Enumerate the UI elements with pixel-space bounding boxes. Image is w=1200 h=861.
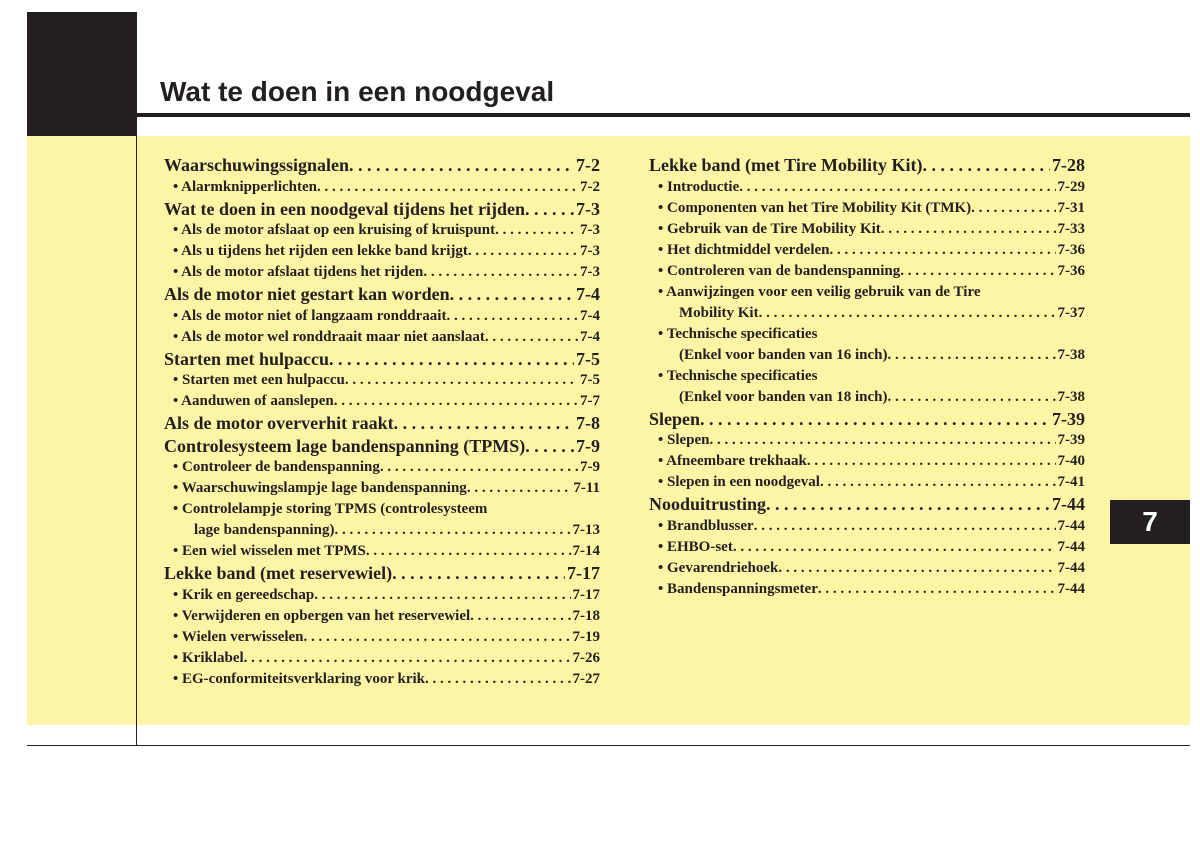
toc-column-right	[649, 154, 1085, 600]
toc-dot-leader	[366, 541, 571, 562]
toc-entry-label: • Als u tijdens het rijden een lekke band krijgt	[173, 243, 468, 259]
toc-subentry[interactable]	[649, 261, 1085, 282]
toc-subentry[interactable]	[649, 177, 1085, 198]
toc-entry-label: • Als de motor afslaat tijdens het rijden	[173, 264, 424, 280]
toc-dot-leader	[446, 306, 578, 327]
toc-entry-label: Lekke band (met Tire Mobility Kit)	[649, 155, 923, 175]
toc-subentry[interactable]	[164, 627, 600, 648]
toc-entry-label: lage bandenspanning)	[194, 522, 335, 538]
toc-entry-label: • Een wiel wisselen met TPMS	[173, 543, 366, 559]
toc-page-number: 7-39	[1057, 432, 1085, 448]
toc-subentry[interactable]	[649, 198, 1085, 219]
toc-dot-leader	[888, 387, 1056, 408]
toc-chapter-entry[interactable]	[164, 154, 600, 177]
toc-page-number: 7-17	[567, 563, 600, 583]
toc-dot-leader	[495, 220, 578, 241]
toc-dot-leader	[971, 198, 1055, 219]
toc-page-number: 7-2	[580, 178, 600, 195]
toc-subentry[interactable]	[649, 240, 1085, 261]
toc-chapter-entry[interactable]	[164, 562, 600, 585]
toc-entry-label: • Als de motor afslaat op een kruising of kruispunt	[173, 222, 496, 238]
toc-dot-leader	[778, 558, 1055, 579]
toc-entry-label: • Waarschuwingslampje lage bandenspanning	[173, 480, 467, 496]
toc-entry-label: Lekke band (met reservewiel)	[164, 563, 393, 583]
toc-subentry[interactable]	[649, 387, 1085, 408]
toc-page-number: 7-44	[1057, 517, 1085, 534]
toc-page-number: 7-3	[576, 198, 600, 219]
toc-dot-leader	[345, 370, 578, 391]
toc-dot-leader	[394, 412, 574, 435]
toc-entry-label: Als de motor oververhit raakt	[164, 413, 394, 433]
toc-dot-leader	[425, 669, 570, 690]
toc-page-number: 7-39	[1052, 408, 1085, 429]
toc-chapter-entry[interactable]	[649, 493, 1085, 516]
toc-page-number: 7-3	[580, 264, 600, 280]
toc-dot-leader	[392, 562, 565, 585]
toc-dot-leader	[380, 457, 578, 478]
toc-entry-label: • Aanwijzingen voor een veilig gebruik van de Tire	[658, 283, 981, 300]
toc-entry-label: • Technische specificaties	[658, 367, 818, 384]
toc-dot-leader	[818, 579, 1056, 600]
toc-dot-leader	[754, 516, 1056, 537]
toc-dot-leader	[485, 327, 578, 348]
toc-entry-label: Wat te doen in een noodgeval tijdens het rijden	[164, 198, 526, 219]
toc-subentry[interactable]	[649, 366, 1085, 387]
toc-dot-leader	[525, 198, 574, 221]
toc-page-number: 7-14	[572, 543, 600, 559]
toc-subentry[interactable]	[649, 430, 1085, 451]
toc-page-number: 7-9	[580, 459, 600, 475]
toc-page-number: 7-33	[1057, 220, 1085, 237]
toc-entry-label: • Alarmknipperlichten	[173, 178, 318, 195]
toc-subentry[interactable]	[164, 241, 600, 262]
title-rule	[137, 113, 1190, 117]
toc-page-number: 7-38	[1057, 388, 1085, 405]
toc-entry-label: • Het dichtmiddel verdelen	[658, 241, 830, 258]
toc-entry-label: • Controleer de bandenspanning	[173, 459, 380, 475]
toc-page-number: 7-3	[580, 222, 600, 238]
toc-entry-label: • Slepen in een noodgeval	[658, 474, 820, 490]
toc-page-number: 7-41	[1057, 474, 1085, 490]
toc-subentry[interactable]	[164, 606, 600, 627]
toc-subentry[interactable]	[649, 282, 1085, 303]
toc-page-number: 7-7	[580, 393, 600, 409]
toc-dot-leader	[450, 283, 574, 306]
toc-dot-leader	[317, 177, 578, 198]
toc-entry-label: • Controlelampje storing TPMS (controlesysteem	[173, 501, 488, 517]
toc-subentry[interactable]	[164, 585, 600, 606]
toc-column-left	[164, 154, 600, 690]
toc-page-number: 7-27	[572, 670, 600, 687]
toc-subentry[interactable]	[649, 558, 1085, 579]
toc-chapter-entry[interactable]	[164, 348, 600, 371]
toc-dot-leader	[881, 219, 1056, 240]
toc-dot-leader	[304, 627, 571, 648]
toc-entry-label: • Starten met een hulpaccu	[173, 372, 345, 388]
toc-dot-leader	[820, 472, 1056, 493]
toc-subentry[interactable]	[649, 303, 1085, 324]
bottom-rule	[27, 745, 1190, 746]
toc-dot-leader	[334, 520, 570, 541]
toc-page-number: 7-26	[572, 649, 600, 666]
toc-subentry[interactable]	[164, 370, 600, 391]
toc-subentry[interactable]	[649, 451, 1085, 472]
toc-entry-label: Waarschuwingssignalen	[164, 155, 350, 175]
toc-entry-label: • Gevarendriehoek	[658, 559, 779, 576]
toc-entry-label: • Afneembare trekhaak	[658, 453, 807, 469]
toc-dot-leader	[829, 240, 1055, 261]
toc-entry-label: • Brandblusser	[658, 517, 754, 534]
toc-subentry[interactable]	[649, 324, 1085, 345]
toc-entry-label: Als de motor niet gestart kan worden	[164, 284, 450, 304]
toc-subentry[interactable]	[164, 262, 600, 283]
toc-dot-leader	[700, 408, 1050, 431]
toc-dot-leader	[739, 177, 1055, 198]
toc-page-number: 7-4	[576, 284, 600, 304]
toc-dot-leader	[710, 430, 1056, 451]
toc-entry-label: • Wielen verwisselen	[173, 628, 304, 645]
toc-page-number: 7-44	[1052, 494, 1085, 514]
toc-page-number: 7-19	[572, 628, 600, 645]
toc-dot-leader	[329, 348, 574, 371]
toc-dot-leader	[423, 262, 578, 283]
toc-page-number: 7-13	[572, 522, 600, 538]
toc-chapter-entry[interactable]	[649, 408, 1085, 431]
chapter-number: 7	[1142, 506, 1158, 537]
toc-subentry[interactable]	[649, 516, 1085, 537]
toc-page-number: 7-28	[1052, 155, 1085, 175]
toc-page-number: 7-4	[580, 307, 600, 324]
toc-page-number: 7-5	[576, 348, 600, 369]
header-black-block	[27, 12, 137, 136]
toc-dot-leader	[888, 345, 1056, 366]
toc-entry-label: Slepen	[649, 408, 701, 429]
toc-subentry[interactable]	[164, 177, 600, 198]
toc-page-number: 7-11	[573, 480, 600, 496]
toc-page-number: 7-44	[1057, 580, 1085, 597]
toc-page-number: 7-40	[1057, 453, 1085, 469]
toc-page-number: 7-9	[576, 435, 600, 456]
toc-entry-label: • Technische specificaties	[658, 325, 818, 342]
toc-page-number: 7-8	[576, 413, 600, 433]
toc-entry-label: • EHBO-set	[658, 538, 733, 555]
toc-page-number: 7-36	[1057, 241, 1085, 258]
toc-page-number: 7-2	[576, 155, 600, 175]
page-title: Wat te doen in een noodgeval	[160, 76, 555, 107]
toc-dot-leader	[349, 154, 574, 177]
toc-entry-label: • Aanduwen of aanslepen	[173, 393, 334, 409]
toc-page-number: 7-3	[580, 243, 600, 259]
toc-entry-label: • EG-conformiteitsverklaring voor krik	[173, 670, 426, 687]
toc-chapter-entry[interactable]	[164, 283, 600, 306]
toc-page-number: 7-5	[580, 372, 600, 388]
toc-subentry[interactable]	[649, 537, 1085, 558]
toc-entry-label: • Componenten van het Tire Mobility Kit (TMK)	[658, 199, 972, 216]
toc-dot-leader	[733, 537, 1056, 558]
toc-subentry[interactable]	[649, 472, 1085, 493]
toc-subentry[interactable]	[164, 457, 600, 478]
toc-page-number: 7-17	[572, 586, 600, 603]
toc-entry-label: Controlesysteem lage bandenspanning (TPMS)	[164, 435, 526, 456]
chapter-tab[interactable]	[1110, 500, 1190, 544]
toc-chapter-entry[interactable]	[649, 154, 1085, 177]
toc-entry-label: • Als de motor niet of langzaam ronddraait	[173, 307, 447, 324]
toc-entry-label: • Slepen	[658, 432, 710, 448]
toc-page-number: 7-38	[1057, 346, 1085, 363]
toc-subentry[interactable]	[164, 541, 600, 562]
toc-subentry[interactable]	[649, 219, 1085, 240]
toc-subentry[interactable]	[164, 220, 600, 241]
toc-dot-leader	[467, 478, 572, 499]
toc-subentry[interactable]	[164, 669, 600, 690]
toc-subentry[interactable]	[164, 520, 600, 541]
toc-page-number: 7-36	[1057, 262, 1085, 279]
toc-entry-label: • Bandenspanningsmeter	[658, 580, 818, 597]
toc-page-number: 7-18	[572, 607, 600, 624]
toc-entry-label: • Als de motor wel ronddraait maar niet aanslaat	[173, 328, 485, 345]
toc-dot-leader	[334, 391, 578, 412]
toc-subentry[interactable]	[649, 579, 1085, 600]
toc-dot-leader	[525, 435, 574, 458]
toc-chapter-entry[interactable]	[164, 198, 600, 221]
toc-entry-label: • Introductie	[658, 178, 740, 195]
toc-entry-label: Starten met hulpaccu	[164, 348, 329, 369]
toc-chapter-entry[interactable]	[164, 412, 600, 435]
margin-line	[136, 12, 137, 746]
toc-entry-label: (Enkel voor banden van 18 inch)	[679, 388, 888, 405]
toc-subentry[interactable]	[649, 345, 1085, 366]
toc-page-number: 7-44	[1057, 538, 1085, 555]
toc-dot-leader	[759, 303, 1056, 324]
toc-entry-label: • Kriklabel	[173, 649, 244, 666]
toc-entry-label: • Controleren van de bandenspanning	[658, 262, 901, 279]
toc-entry-label: • Gebruik van de Tire Mobility Kit	[658, 220, 881, 237]
toc-entry-label: (Enkel voor banden van 16 inch)	[679, 346, 888, 363]
toc-entry-label: • Verwijderen en opbergen van het reservewiel	[173, 607, 471, 624]
toc-subentry[interactable]	[164, 306, 600, 327]
toc-subentry[interactable]	[164, 391, 600, 412]
toc-page-number: 7-31	[1057, 199, 1085, 216]
toc-page-number: 7-4	[580, 328, 600, 345]
toc-dot-leader	[923, 154, 1050, 177]
toc-entry-label: • Krik en gereedschap	[173, 586, 315, 603]
toc-entry-label: Nooduitrusting	[649, 494, 767, 514]
toc-dot-leader	[244, 648, 571, 669]
toc-dot-leader	[807, 451, 1056, 472]
toc-page-number: 7-37	[1057, 304, 1085, 321]
toc-page-number: 7-29	[1057, 178, 1085, 195]
toc-subentry[interactable]	[164, 478, 600, 499]
toc-dot-leader	[468, 241, 578, 262]
toc-dot-leader	[900, 261, 1055, 282]
toc-subentry[interactable]	[164, 648, 600, 669]
toc-entry-label: Mobility Kit	[679, 304, 759, 321]
toc-subentry[interactable]	[164, 327, 600, 348]
toc-page-number: 7-44	[1057, 559, 1085, 576]
toc-chapter-entry[interactable]	[164, 435, 600, 458]
toc-dot-leader	[314, 585, 570, 606]
toc-subentry[interactable]	[164, 499, 600, 520]
toc-dot-leader	[470, 606, 570, 627]
toc-dot-leader	[766, 493, 1050, 516]
